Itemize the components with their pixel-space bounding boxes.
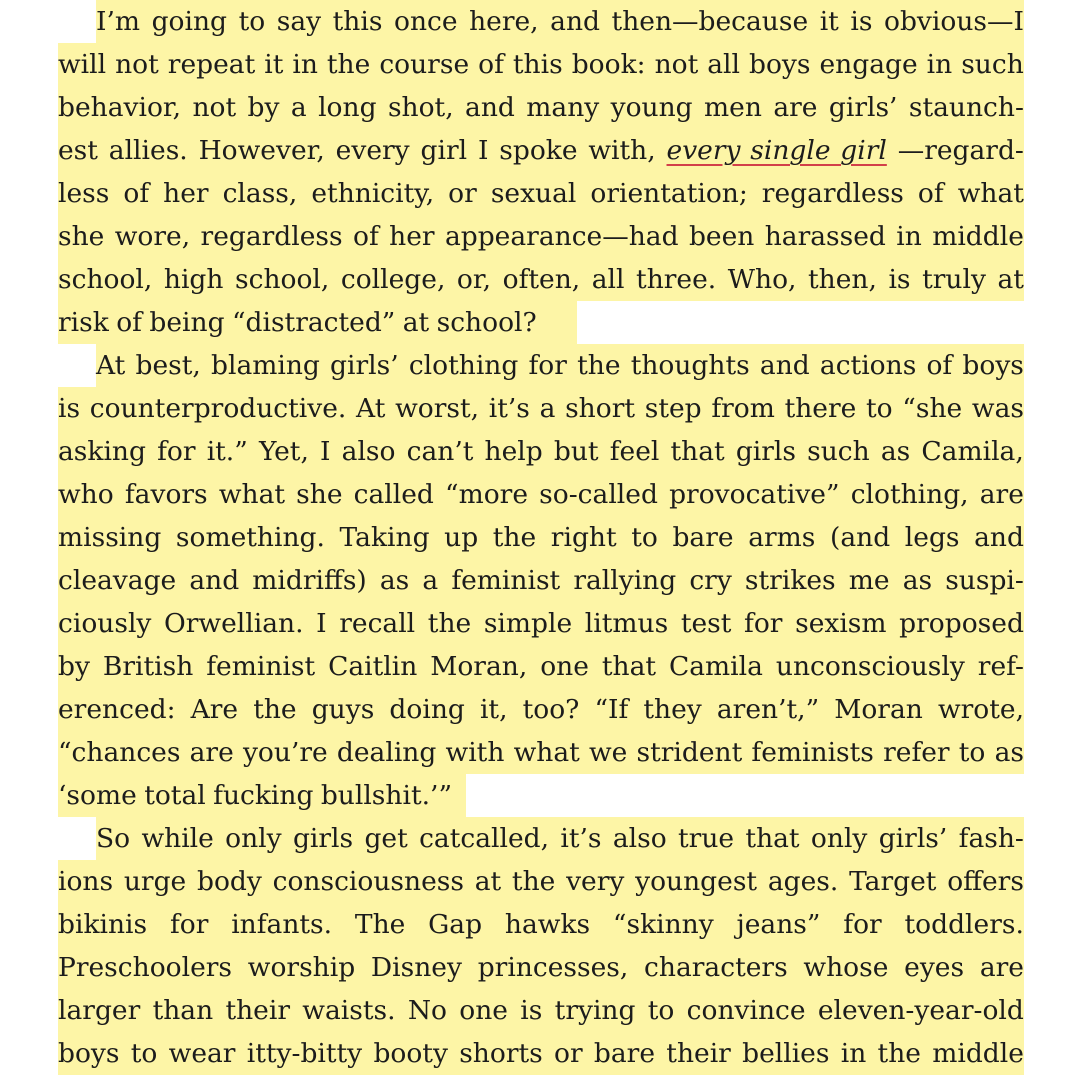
emphasized-phrase: every single girl [666,135,887,166]
book-page [58,0,1024,1080]
text-line: larger than their waists. No one is trying to convince eleven-year-old [58,989,1024,1032]
text-line: less of her class, ethnicity, or sexual orientation; regardless of what [58,172,1024,215]
text-line: who favors what she called “more so-called provocative” clothing, are [58,473,1024,516]
text-line: Preschoolers worship Disney princesses, characters whose eyes are [58,946,1024,989]
text-line: will not repeat it in the course of this book: not all boys engage in such [58,43,1024,86]
text-line: ciously Orwellian. I recall the simple litmus test for sexism proposed [58,602,1024,645]
text-line: “chances are you’re dealing with what we strident feminists refer to as [58,731,1024,774]
text-line: erenced: Are the guys doing it, too? “If they aren’t,” Moran wrote, [58,688,1024,731]
text-line: ions urge body consciousness at the very youngest ages. Target offers [58,860,1024,903]
text-line: risk of being “distracted” at school? [58,301,577,344]
text-line: asking for it.” Yet, I also can’t help but feel that girls such as Camila, [58,430,1024,473]
text-line: ‘some total fucking bullshit.’” [58,774,466,817]
text-line: is counterproductive. At worst, it’s a short step from there to “she was [58,387,1024,430]
text-line: cleavage and midriffs) as a feminist rallying cry strikes me as suspi- [58,559,1024,602]
text-line: school, high school, college, or, often, all three. Who, then, is truly at [58,258,1024,301]
text-line: bikinis for infants. The Gap hawks “skinny jeans” for toddlers. [58,903,1024,946]
text-line: she wore, regardless of her appearance—had been harassed in middle [58,215,1024,258]
text-line: So while only girls get catcalled, it’s also true that only girls’ fash- [96,817,1024,860]
text-line: by British feminist Caitlin Moran, one that Camila unconsciously ref- [58,645,1024,688]
text-line: boys to wear itty-bitty booty shorts or bare their bellies in the middle [58,1032,1024,1075]
text-line: I’m going to say this once here, and then—because it is obvious—I [96,0,1024,43]
text-line: At best, blaming girls’ clothing for the thoughts and actions of boys [96,344,1024,387]
text-line-with-emphasis: est allies. However, every girl I spoke with, every single girl —regard- [58,129,1024,172]
text-line: missing something. Taking up the right to bare arms (and legs and [58,516,1024,559]
text-line: behavior, not by a long shot, and many young men are girls’ staunch- [58,86,1024,129]
